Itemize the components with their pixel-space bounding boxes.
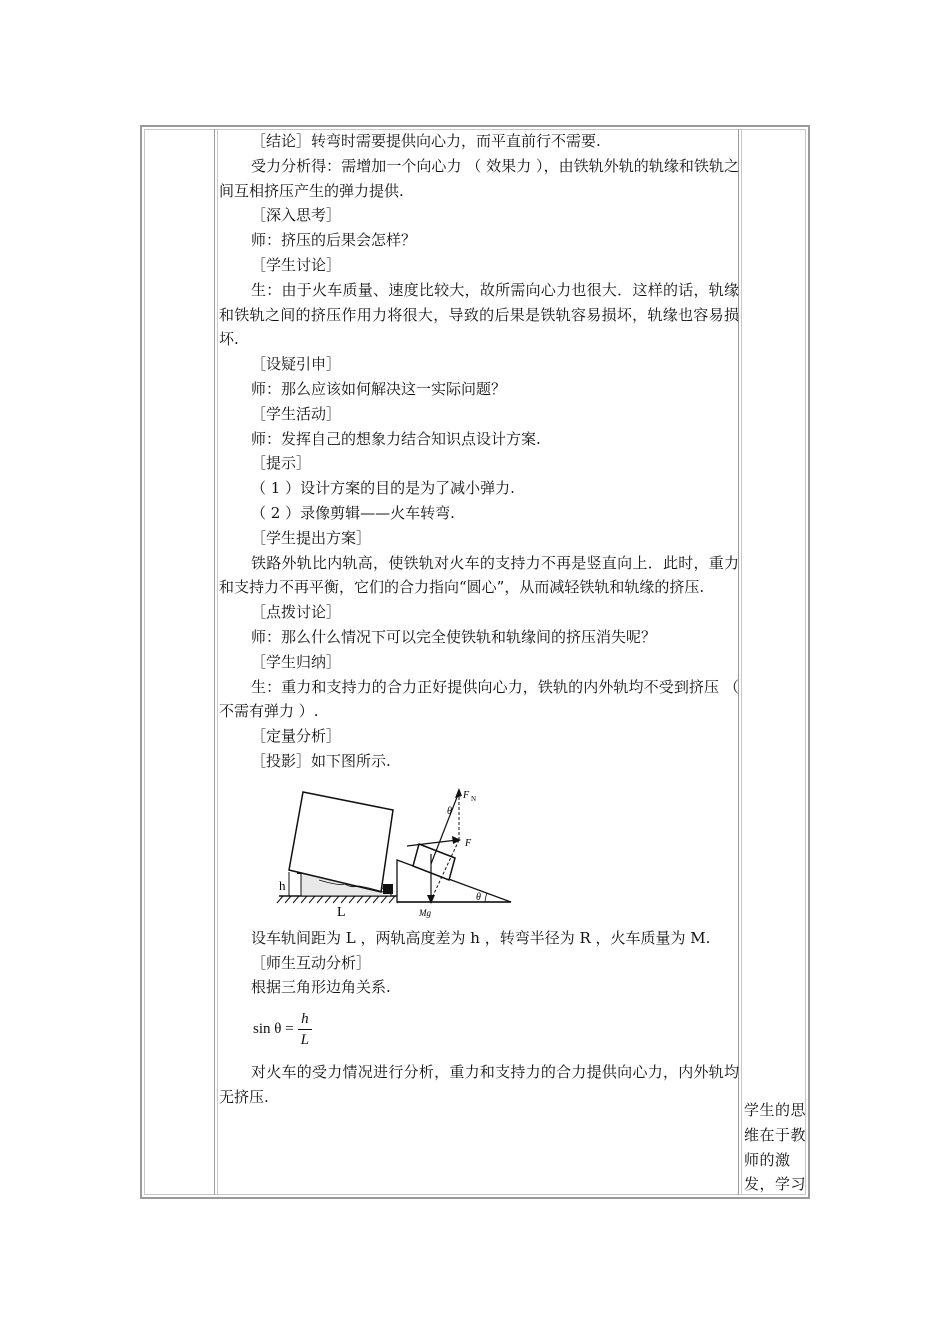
label-mg: Mg (419, 907, 431, 918)
train-banked-track-diagram (259, 784, 559, 920)
label-fn-sub: N (471, 794, 477, 803)
formula-numerator: h (298, 1009, 312, 1030)
label-f: F (465, 837, 472, 849)
proposal-text: 铁路外轨比内轨高，使铁轨对火车的支持力不再是竖直向上．此时，重力和支持力不再平衡，它们的合力指向“圆心”，从而减轻铁轨和轨缘的挤压. (219, 553, 739, 597)
student-answer-1: 生：由于火车质量、速度比较大，故所需向心力也很大．这样的话，轨缘和铁轨之间的挤压作用力将很大，导致的后果是铁轨容易损坏，轨缘也容易损坏. (219, 280, 739, 349)
column-divider-left-a (214, 129, 215, 1195)
teacher-question-3: 师：那么什么情况下可以完全使铁轨和轨缘间的挤压消失呢？ (251, 627, 657, 646)
resultant-force-arrowhead (452, 836, 461, 844)
lesson-content-column (219, 129, 739, 1110)
variable-definitions: 设车轨间距为 L ，两轨高度差为 h ，转弯半径为 R ，火车质量为 M. (251, 928, 711, 947)
hint-item-1: （ 1 ）设计方案的目的是为了减小弹力. (251, 479, 515, 498)
label-h: h (279, 877, 286, 893)
section-question-extension: ［设疑引申］ (251, 355, 342, 374)
column-divider-right-b (741, 129, 742, 1195)
right-note-text: 学生的思维在于教师的激发，学习 (744, 1101, 807, 1194)
force-analysis-text: 受力分析得：需增加一个向心力 （ 效果力 ），由铁轨外轨的轨缘和铁轨之间互相挤压产生的弹力提供. (219, 156, 739, 200)
conclusion-line: ［结论］转弯时需要提供向心力，而平直前行不需要. (251, 132, 601, 150)
column-divider-left-b (217, 129, 218, 1195)
right-note-column (744, 1098, 808, 1197)
section-guided-discussion: ［点拨讨论］ (251, 603, 342, 622)
section-hint: ［提示］ (251, 454, 312, 473)
label-fn: F (463, 789, 470, 801)
inner-wheel (383, 884, 393, 894)
formula-denominator: L (300, 1031, 309, 1048)
student-answer-2: 生：重力和支持力的合力正好提供向心力，铁轨的内外轨均不受到挤压 （ 不需有弹力 ）. (219, 677, 739, 721)
section-student-proposal: ［学生提出方案］ (251, 528, 372, 547)
label-L: L (337, 904, 346, 920)
section-deep-thinking: ［深入思考］ (251, 206, 342, 225)
hint-item-2: （ 2 ）录像剪辑——火车转弯. (251, 503, 455, 522)
section-student-summary: ［学生归纳］ (251, 652, 342, 671)
label-theta-incline: θ (476, 891, 481, 903)
normal-force-arrow (431, 792, 459, 864)
formula-lhs: sin θ = (253, 1020, 294, 1037)
section-quantitative-analysis: ［定量分析］ (251, 727, 342, 746)
label-theta-force: θ (447, 805, 452, 817)
triangle-relation-line: 根据三角形边角关系. (251, 978, 391, 997)
projection-line: ［投影］如下图所示. (251, 751, 391, 770)
section-student-discussion: ［学生讨论］ (251, 255, 342, 274)
ground-hatching (277, 896, 403, 903)
final-analysis-line: 对火车的受力情况进行分析，重力和支持力的合力提供向心力，内外轨均无挤压. (219, 1063, 739, 1106)
teacher-question-2: 师：那么应该如何解决这一实际问题？ (251, 379, 507, 398)
sine-formula (253, 1004, 739, 1054)
section-student-activity: ［学生活动］ (251, 404, 342, 423)
teacher-instruction: 师：发挥自己的想象力结合知识点设计方案. (251, 429, 541, 448)
formula-fraction (298, 1009, 312, 1050)
resultant-force-arrow (407, 840, 457, 846)
section-interactive-analysis: ［师生互动分析］ (251, 953, 372, 972)
teacher-question-1: 师：挤压的后果会怎样？ (251, 231, 417, 250)
